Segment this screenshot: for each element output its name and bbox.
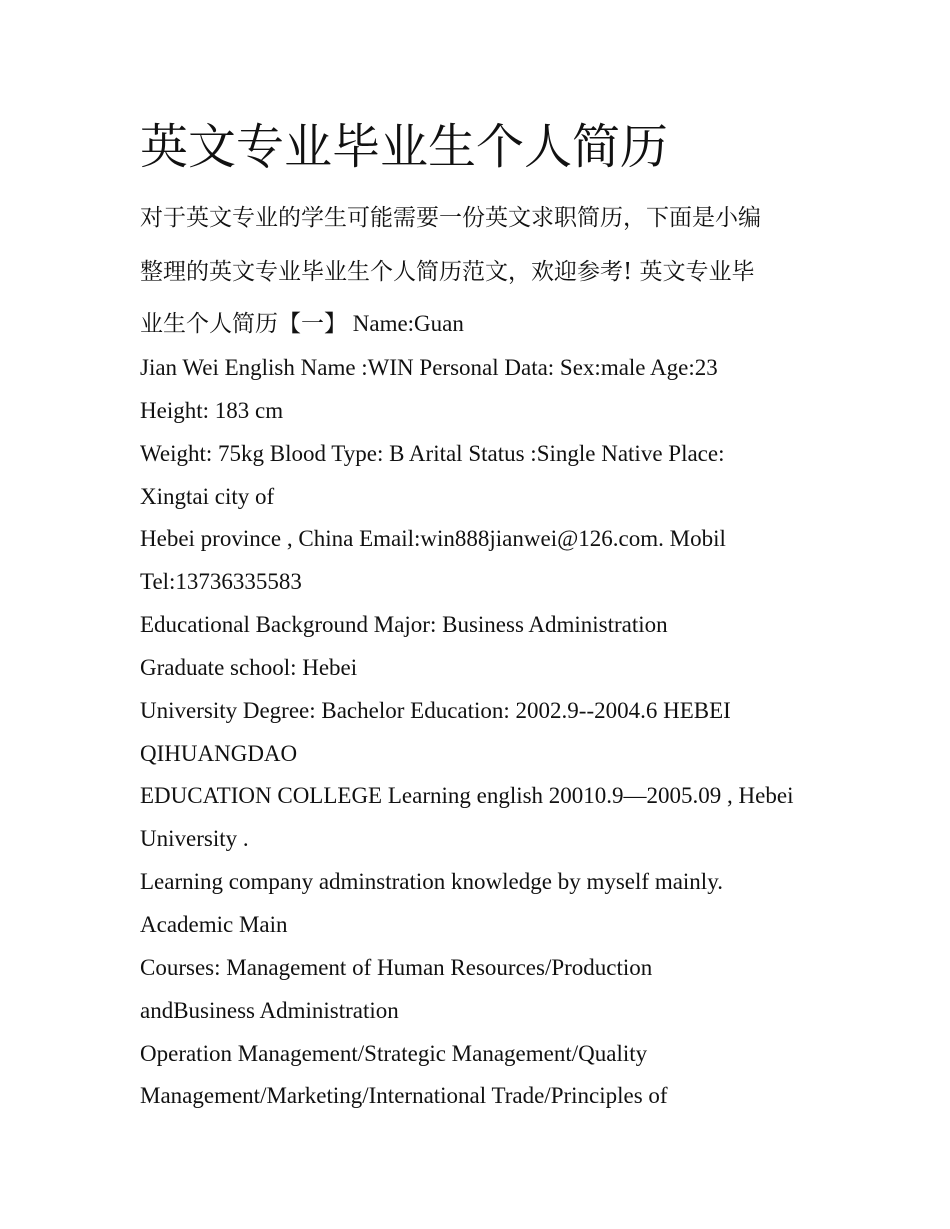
intro-line-3 (140, 308, 464, 340)
resume-line-7: Educational Background Major: Business Administration (140, 612, 668, 637)
resume-line-17: Operation Management/Strategic Management/Quality (140, 1041, 648, 1066)
resume-line-18: Management/Marketing/International Trade/Principles of (140, 1083, 668, 1108)
intro-line-3-latin: Name:Guan (347, 311, 464, 336)
resume-line-13: Learning company adminstration knowledge by myself mainly. (140, 869, 723, 894)
resume-line-14: Academic Main (140, 912, 288, 937)
resume-line-10: QIHUANGDAO (140, 741, 298, 766)
intro-line-1: 对于英文专业的学生可能需要一份英文求职简历，下面是小编 (140, 205, 761, 231)
resume-line-16: andBusiness Administration (140, 998, 399, 1023)
resume-line-15: Courses: Management of Human Resources/Production (140, 955, 653, 980)
resume-line-5: Hebei province , China Email:win888jianwei@126.com. Mobil (140, 526, 726, 551)
resume-line-4: Xingtai city of (140, 484, 275, 509)
resume-line-2: Height: 183 cm (140, 398, 284, 423)
resume-line-8: Graduate school: Hebei (140, 655, 358, 680)
resume-line-3: Weight: 75kg Blood Type: B Arital Status :Single Native Place: (140, 441, 725, 466)
intro-line-2: 整理的英文专业毕业生个人简历范文，欢迎参考! 英文专业毕 (140, 259, 755, 285)
page-title: 英文专业毕业生个人简历 (140, 119, 669, 175)
resume-line-6: Tel:13736335583 (140, 569, 302, 594)
resume-line-11: EDUCATION COLLEGE Learning english 20010.9—2005.09 , Hebei (140, 783, 794, 808)
resume-line-9: University Degree: Bachelor Education: 2002.9--2004.6 HEBEI (140, 698, 731, 723)
intro-line-3-cjk: 业生个人简历【一】 (140, 311, 347, 337)
resume-line-12: University . (140, 826, 249, 851)
resume-line-1: Jian Wei English Name :WIN Personal Data: Sex:male Age:23 (140, 355, 718, 380)
